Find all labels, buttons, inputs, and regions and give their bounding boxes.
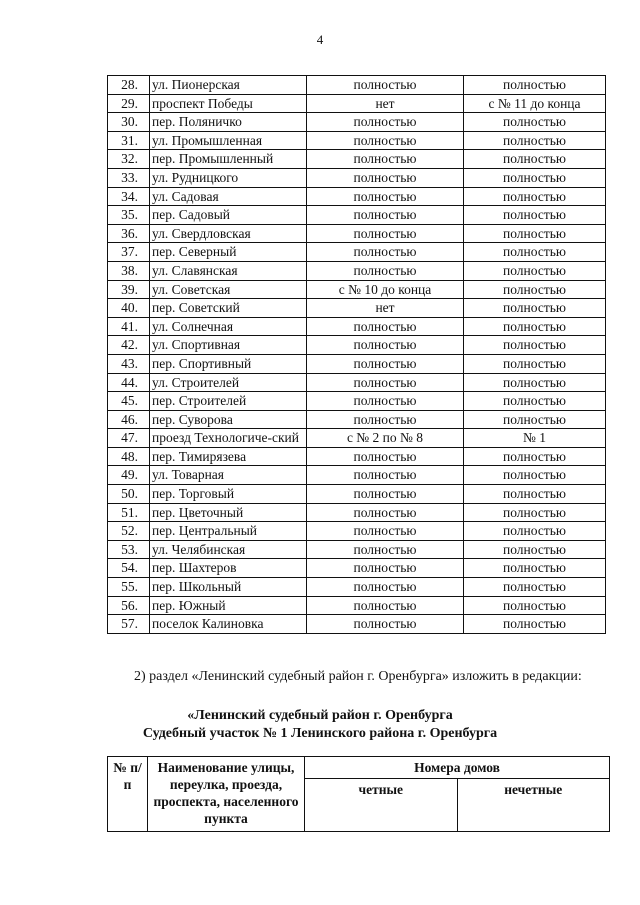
street-name: ул. Свердловская bbox=[150, 224, 307, 243]
even-houses: с № 10 до конца bbox=[307, 280, 464, 299]
table-row bbox=[108, 410, 606, 429]
header-row-top bbox=[108, 757, 610, 779]
odd-houses: полностью bbox=[464, 261, 606, 280]
even-houses: полностью bbox=[307, 150, 464, 169]
row-number: 34. bbox=[108, 187, 150, 206]
header-table bbox=[107, 756, 610, 832]
odd-houses: полностью bbox=[464, 447, 606, 466]
even-houses: полностью bbox=[307, 503, 464, 522]
street-name: ул. Пионерская bbox=[150, 76, 307, 95]
table-row bbox=[108, 187, 606, 206]
street-name: пер. Промышленный bbox=[150, 150, 307, 169]
row-number: 43. bbox=[108, 354, 150, 373]
row-number: 35. bbox=[108, 206, 150, 225]
header-even: четные bbox=[305, 779, 458, 832]
row-number: 54. bbox=[108, 559, 150, 578]
even-houses: полностью bbox=[307, 522, 464, 541]
street-name: пер. Школьный bbox=[150, 578, 307, 597]
row-number: 42. bbox=[108, 336, 150, 355]
row-number: 30. bbox=[108, 113, 150, 132]
even-houses: полностью bbox=[307, 206, 464, 225]
row-number: 46. bbox=[108, 410, 150, 429]
street-name: пер. Центральный bbox=[150, 522, 307, 541]
odd-houses: полностью bbox=[464, 168, 606, 187]
header-odd: нечетные bbox=[457, 779, 610, 832]
even-houses: полностью bbox=[307, 447, 464, 466]
table-row bbox=[108, 503, 606, 522]
table-row bbox=[108, 131, 606, 150]
even-houses: полностью bbox=[307, 373, 464, 392]
odd-houses: полностью bbox=[464, 559, 606, 578]
row-number: 31. bbox=[108, 131, 150, 150]
street-name: пер. Советский bbox=[150, 299, 307, 318]
even-houses: с № 2 по № 8 bbox=[307, 429, 464, 448]
street-name: пер. Строителей bbox=[150, 392, 307, 411]
row-number: 39. bbox=[108, 280, 150, 299]
odd-houses: полностью bbox=[464, 299, 606, 318]
row-number: 48. bbox=[108, 447, 150, 466]
street-name: ул. Рудницкого bbox=[150, 168, 307, 187]
row-number: 51. bbox=[108, 503, 150, 522]
street-name: ул. Садовая bbox=[150, 187, 307, 206]
row-number: 56. bbox=[108, 596, 150, 615]
header-houses: Номера домов bbox=[305, 757, 610, 779]
odd-houses: полностью bbox=[464, 206, 606, 225]
odd-houses: полностью bbox=[464, 596, 606, 615]
row-number: 45. bbox=[108, 392, 150, 411]
table-row bbox=[108, 168, 606, 187]
odd-houses: полностью bbox=[464, 150, 606, 169]
row-number: 36. bbox=[108, 224, 150, 243]
even-houses: полностью bbox=[307, 243, 464, 262]
odd-houses: полностью bbox=[464, 76, 606, 95]
row-number: 47. bbox=[108, 429, 150, 448]
table-row bbox=[108, 615, 606, 634]
table-row bbox=[108, 336, 606, 355]
even-houses: полностью bbox=[307, 615, 464, 634]
odd-houses: полностью bbox=[464, 373, 606, 392]
street-name: пер. Поляничко bbox=[150, 113, 307, 132]
row-number: 52. bbox=[108, 522, 150, 541]
street-name: ул. Челябинская bbox=[150, 540, 307, 559]
even-houses: нет bbox=[307, 94, 464, 113]
street-name: пер. Южный bbox=[150, 596, 307, 615]
row-number: 44. bbox=[108, 373, 150, 392]
street-name: пер. Северный bbox=[150, 243, 307, 262]
odd-houses: полностью bbox=[464, 224, 606, 243]
even-houses: полностью bbox=[307, 317, 464, 336]
table-row bbox=[108, 522, 606, 541]
row-number: 55. bbox=[108, 578, 150, 597]
table-row bbox=[108, 596, 606, 615]
odd-houses: полностью bbox=[464, 410, 606, 429]
street-name: пер. Спортивный bbox=[150, 354, 307, 373]
table-row bbox=[108, 243, 606, 262]
table-row bbox=[108, 94, 606, 113]
odd-houses: полностью bbox=[464, 392, 606, 411]
row-number: 32. bbox=[108, 150, 150, 169]
table-row bbox=[108, 540, 606, 559]
even-houses: полностью bbox=[307, 76, 464, 95]
street-name: пер. Тимирязева bbox=[150, 447, 307, 466]
even-houses: полностью bbox=[307, 168, 464, 187]
row-number: 57. bbox=[108, 615, 150, 634]
odd-houses: полностью bbox=[464, 485, 606, 504]
table-row bbox=[108, 354, 606, 373]
street-name: пер. Цветочный bbox=[150, 503, 307, 522]
odd-houses: полностью bbox=[464, 187, 606, 206]
even-houses: полностью bbox=[307, 485, 464, 504]
row-number: 29. bbox=[108, 94, 150, 113]
streets-table bbox=[107, 75, 606, 634]
street-name: ул. Советская bbox=[150, 280, 307, 299]
even-houses: полностью bbox=[307, 596, 464, 615]
even-houses: полностью bbox=[307, 466, 464, 485]
table-row bbox=[108, 280, 606, 299]
even-houses: полностью bbox=[307, 354, 464, 373]
table-row bbox=[108, 317, 606, 336]
odd-houses: № 1 bbox=[464, 429, 606, 448]
table-row bbox=[108, 150, 606, 169]
street-name: ул. Славянская bbox=[150, 261, 307, 280]
even-houses: полностью bbox=[307, 392, 464, 411]
even-houses: полностью bbox=[307, 336, 464, 355]
header-name: Наименование улицы, переулка, проезда, проспекта, населенного пункта bbox=[148, 757, 305, 832]
amendment-text: 2) раздел «Ленинский судебный район г. Оренбурга» изложить в редакции: bbox=[134, 669, 582, 684]
odd-houses: с № 11 до конца bbox=[464, 94, 606, 113]
even-houses: полностью bbox=[307, 224, 464, 243]
street-name: пер. Торговый bbox=[150, 485, 307, 504]
amendment-paragraph bbox=[110, 668, 610, 686]
odd-houses: полностью bbox=[464, 131, 606, 150]
even-houses: полностью bbox=[307, 410, 464, 429]
even-houses: нет bbox=[307, 299, 464, 318]
row-number: 53. bbox=[108, 540, 150, 559]
table-row bbox=[108, 466, 606, 485]
street-name: ул. Промышленная bbox=[150, 131, 307, 150]
street-name: проспект Победы bbox=[150, 94, 307, 113]
street-name: ул. Строителей bbox=[150, 373, 307, 392]
odd-houses: полностью bbox=[464, 522, 606, 541]
odd-houses: полностью bbox=[464, 280, 606, 299]
odd-houses: полностью bbox=[464, 243, 606, 262]
row-number: 28. bbox=[108, 76, 150, 95]
street-name: пер. Шахтеров bbox=[150, 559, 307, 578]
table-row bbox=[108, 578, 606, 597]
odd-houses: полностью bbox=[464, 317, 606, 336]
table-row bbox=[108, 447, 606, 466]
table-row bbox=[108, 429, 606, 448]
odd-houses: полностью bbox=[464, 578, 606, 597]
row-number: 40. bbox=[108, 299, 150, 318]
table-row bbox=[108, 206, 606, 225]
court-section-heading: Судебный участок № 1 Ленинского района г. Оренбурга bbox=[142, 726, 498, 741]
odd-houses: полностью bbox=[464, 354, 606, 373]
street-name: ул. Спортивная bbox=[150, 336, 307, 355]
odd-houses: полностью bbox=[464, 503, 606, 522]
table-row bbox=[108, 261, 606, 280]
table-row bbox=[108, 299, 606, 318]
table-row bbox=[108, 373, 606, 392]
row-number: 41. bbox=[108, 317, 150, 336]
even-houses: полностью bbox=[307, 113, 464, 132]
even-houses: полностью bbox=[307, 578, 464, 597]
table-row bbox=[108, 485, 606, 504]
table-row bbox=[108, 392, 606, 411]
row-number: 50. bbox=[108, 485, 150, 504]
street-name: ул. Солнечная bbox=[150, 317, 307, 336]
district-heading: «Ленинский судебный район г. Оренбурга bbox=[187, 708, 453, 723]
odd-houses: полностью bbox=[464, 466, 606, 485]
street-name: ул. Товарная bbox=[150, 466, 307, 485]
street-name: проезд Технологиче-ский bbox=[150, 429, 307, 448]
row-number: 37. bbox=[108, 243, 150, 262]
header-num: № п/п bbox=[108, 757, 148, 832]
street-name: пер. Садовый bbox=[150, 206, 307, 225]
page-number: 4 bbox=[316, 32, 324, 47]
odd-houses: полностью bbox=[464, 113, 606, 132]
odd-houses: полностью bbox=[464, 540, 606, 559]
table-row bbox=[108, 224, 606, 243]
table-row bbox=[108, 76, 606, 95]
even-houses: полностью bbox=[307, 540, 464, 559]
even-houses: полностью bbox=[307, 131, 464, 150]
street-name: пер. Суворова bbox=[150, 410, 307, 429]
table-row bbox=[108, 559, 606, 578]
odd-houses: полностью bbox=[464, 336, 606, 355]
even-houses: полностью bbox=[307, 559, 464, 578]
even-houses: полностью bbox=[307, 187, 464, 206]
table-row bbox=[108, 113, 606, 132]
row-number: 33. bbox=[108, 168, 150, 187]
street-name: поселок Калиновка bbox=[150, 615, 307, 634]
row-number: 49. bbox=[108, 466, 150, 485]
even-houses: полностью bbox=[307, 261, 464, 280]
row-number: 38. bbox=[108, 261, 150, 280]
odd-houses: полностью bbox=[464, 615, 606, 634]
